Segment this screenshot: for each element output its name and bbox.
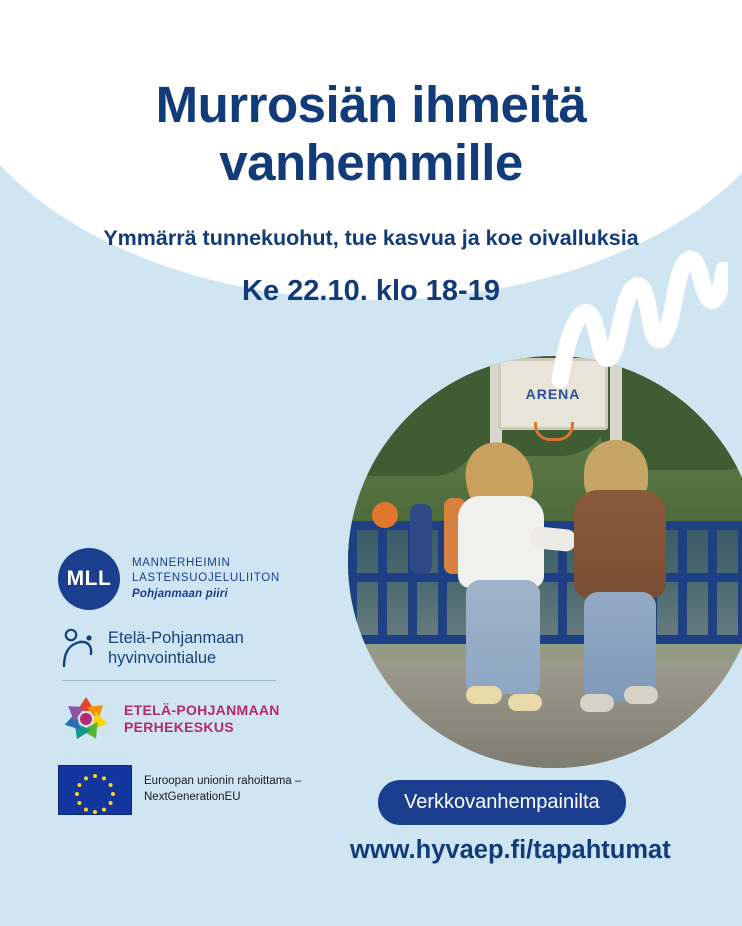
logo-mll [58,548,324,610]
page-title: Murrosiän ihmeitä vanhemmille [155,76,587,192]
perhekeskus-line-2: PERHEKESKUS [124,719,234,735]
photo-signage: ARENA [498,358,608,430]
eu-line-2: NextGenerationEU [144,791,241,803]
basketball-icon [372,502,398,528]
hyvinvointialue-line-2: hyvinvointialue [108,649,217,667]
status-badge: Verkkovanhempainilta [378,780,626,825]
event-url[interactable]: www.hyvaep.fi/tapahtumat [350,836,671,864]
person-icon [58,626,98,670]
logo-eu [58,765,324,815]
perhekeskus-line-1: ETELÄ-POHJANMAAN [124,701,280,718]
subtitle: Ymmärrä tunnekuohut, tue kasvua ja koe oivalluksia [103,226,639,251]
logo-divider [62,680,276,681]
logo-hyvinvointialue [58,626,324,670]
flower-petals-icon [58,693,114,745]
photo-person-right-top [574,490,666,598]
hyvinvointialue-line-1: Etelä-Pohjanmaan [108,628,244,647]
eu-line-1: Euroopan unionin rahoittama – [144,775,302,788]
eu-flag-icon [58,765,132,815]
photo-ground [348,661,742,768]
hyvinvointialue-text [108,628,244,668]
perhekeskus-text [124,702,280,737]
event-datetime: Ke 22.10. klo 18-19 [242,275,500,308]
mll-line-2: LASTENSUOJELULIITON [132,572,280,585]
partner-logos [58,548,324,815]
mll-line-1: MANNERHEIMIN [132,557,231,570]
mll-mark: MLL [58,548,120,610]
mll-text [132,556,280,602]
event-photo [348,356,742,768]
logo-perhekeskus [58,693,324,745]
mll-line-3: Pohjanmaan piiri [132,587,228,600]
photo-person-left-jeans [466,580,540,694]
heading-block [0,76,742,308]
eu-text [144,774,301,805]
